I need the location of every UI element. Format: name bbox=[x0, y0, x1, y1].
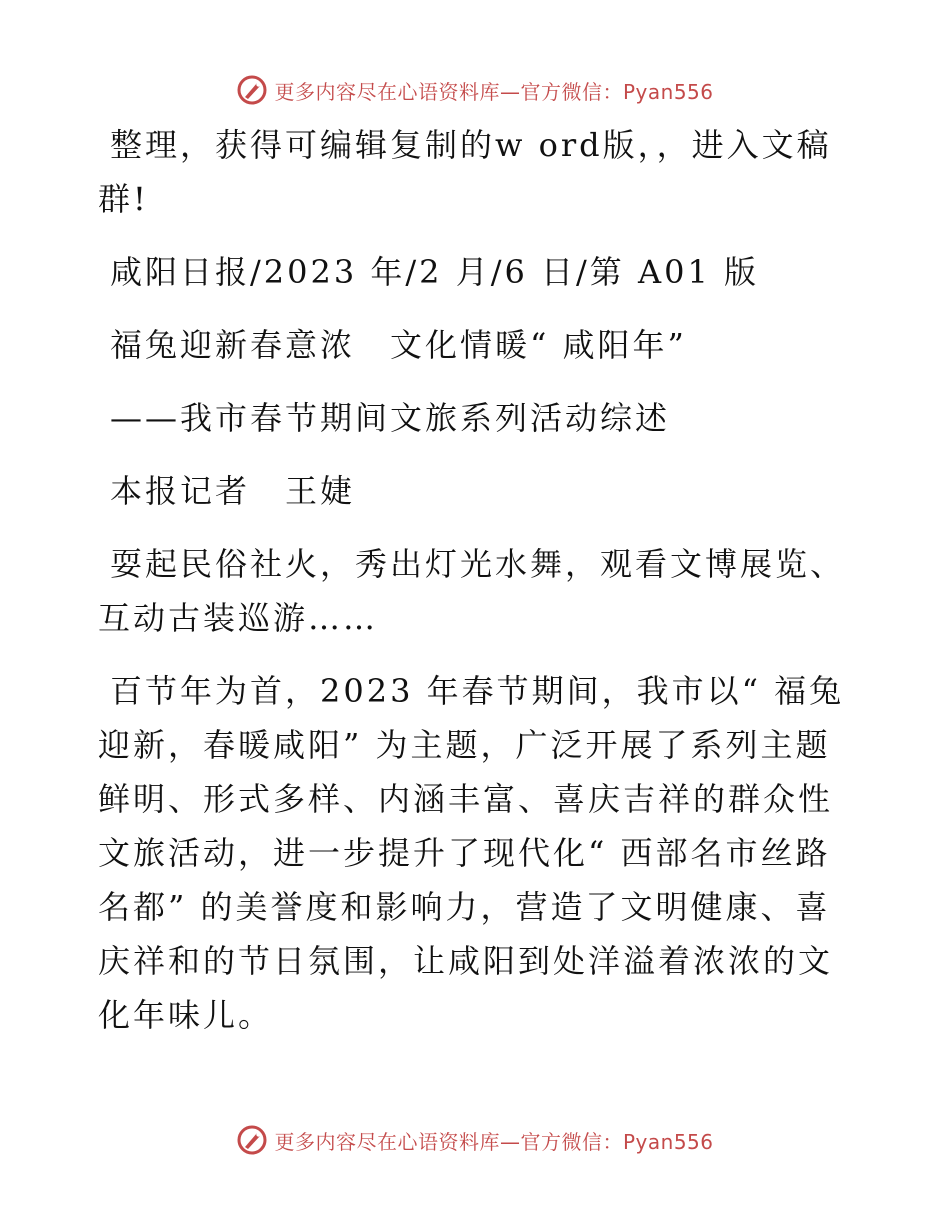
article-paragraph: 百节年为首，2023 年春节期间，我市以“ 福兔迎新，春暖咸阳” 为主题，广泛开展了系列主题鲜明、形式多样、内涵丰富、喜庆吉祥的群众性文旅活动，进一步提升了现代化“ 西部名市丝路名都” 的美誉度和影响力，营造了文明健康、喜庆祥和的节日氛围，让咸阳到处洋溢着浓浓的文化年味儿。 bbox=[98, 672, 845, 1034]
article-title: 福兔迎新春意浓 文化情暖“ 咸阳年” bbox=[110, 326, 687, 364]
document-body bbox=[98, 118, 858, 1061]
source-line: 咸阳日报/2023 年/2 月/6 日/第 A01 版 bbox=[110, 253, 759, 291]
watermark-text: 更多内容尽在心语资料库—官方微信：Pyan556 bbox=[274, 1129, 714, 1154]
footer-watermark bbox=[0, 1120, 950, 1160]
watermark-text: 更多内容尽在心语资料库—官方微信：Pyan556 bbox=[274, 79, 714, 104]
watermark-wechat-id: Pyan556 bbox=[622, 1129, 714, 1154]
watermark-wechat-id: Pyan556 bbox=[622, 79, 714, 104]
header-watermark bbox=[0, 70, 950, 110]
article-byline: 本报记者 王婕 bbox=[110, 472, 356, 510]
pen-circle-logo-icon bbox=[236, 74, 268, 106]
intro-note: 整理，获得可编辑复制的w ord版，，进入文稿群! bbox=[98, 126, 832, 218]
article-subtitle: ——我市春节期间文旅系列活动综述 bbox=[110, 399, 671, 437]
pen-circle-logo-icon bbox=[236, 1124, 268, 1156]
article-lead: 耍起民俗社火，秀出灯光水舞，观看文博展览、互动古装巡游…… bbox=[98, 545, 846, 637]
